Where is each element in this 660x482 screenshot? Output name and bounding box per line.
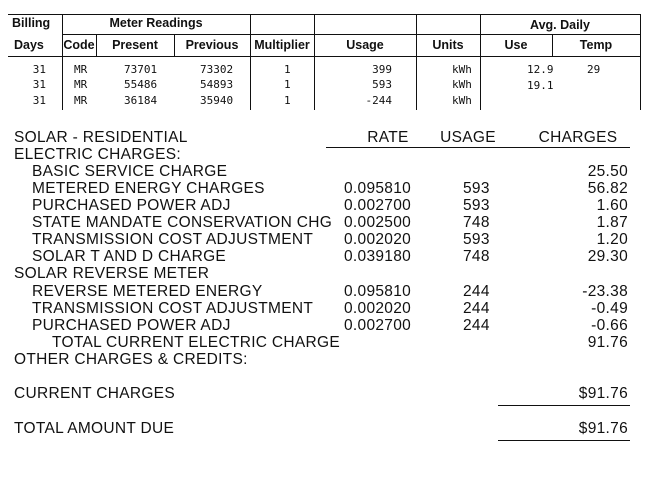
col-line	[314, 14, 315, 110]
total-due-value: $91.76	[578, 420, 628, 437]
item-charge: -0.49	[591, 300, 628, 317]
row-usage: -244	[365, 94, 392, 107]
item-usage: 593	[463, 197, 490, 214]
row-present: 73701	[124, 63, 158, 76]
item-charge: 56.82	[587, 180, 628, 197]
item-rate: 0.095810	[344, 283, 412, 300]
row-previous: 73302	[200, 63, 234, 76]
days-header: Days	[14, 38, 44, 52]
item-rate: 0.039180	[344, 248, 412, 265]
item-label: TRANSMISSION COST ADJUSTMENT	[32, 300, 314, 317]
item-rate: 0.095810	[344, 180, 412, 197]
col-line	[640, 14, 641, 110]
code-header: Code	[63, 38, 95, 52]
item-usage: 748	[463, 248, 490, 265]
reverse-meter-title: SOLAR REVERSE METER	[14, 265, 210, 282]
temp-header: Temp	[579, 38, 613, 52]
charges-header-underline	[326, 147, 630, 148]
item-charge: 25.50	[587, 163, 628, 180]
electric-charges-title: ELECTRIC CHARGES:	[14, 146, 182, 163]
item-rate: 0.002020	[344, 300, 412, 317]
row-code: MR	[74, 94, 88, 107]
item-usage: 244	[463, 317, 490, 334]
item-rate: 0.002700	[344, 317, 412, 334]
billing-header: Billing	[12, 16, 51, 30]
item-rate: 0.002700	[344, 197, 412, 214]
table-divider-header	[8, 56, 640, 57]
item-label: METERED ENERGY CHARGES	[32, 180, 265, 197]
avg-daily-header: Avg. Daily	[530, 18, 590, 32]
table-border-top	[8, 14, 640, 15]
total-electric-value: 91.76	[587, 334, 628, 351]
item-usage: 593	[463, 180, 490, 197]
item-label: PURCHASED POWER ADJ	[32, 197, 231, 214]
row-use: 19.1	[527, 79, 554, 92]
row-temp: 29	[587, 63, 601, 76]
row-use: 12.9	[527, 63, 554, 76]
row-units: kWh	[452, 94, 472, 107]
row-units: kWh	[452, 63, 472, 76]
row-multiplier: 1	[284, 63, 291, 76]
col-line	[416, 14, 417, 110]
section-title: SOLAR - RESIDENTIAL	[14, 129, 188, 146]
row-usage: 399	[372, 63, 392, 76]
item-usage: 244	[463, 300, 490, 317]
item-rate: 0.002020	[344, 231, 412, 248]
item-label: PURCHASED POWER ADJ	[32, 317, 231, 334]
total-electric-label: TOTAL CURRENT ELECTRIC CHARGE	[52, 334, 341, 351]
col-line	[250, 14, 251, 110]
current-charges-value: $91.76	[578, 385, 628, 402]
table-divider-avg	[480, 34, 640, 35]
row-usage: 593	[372, 78, 392, 91]
multiplier-header: Multiplier	[254, 38, 310, 52]
row-units: kWh	[452, 78, 472, 91]
meter-readings-header: Meter Readings	[109, 16, 203, 30]
item-charge: 1.87	[596, 214, 628, 231]
row-previous: 35940	[200, 94, 234, 107]
use-header: Use	[504, 38, 528, 52]
usage-col-header: USAGE	[440, 129, 496, 146]
rate-col-header: RATE	[367, 129, 409, 146]
row-multiplier: 1	[284, 94, 291, 107]
item-usage: 748	[463, 214, 490, 231]
current-charges-underline	[498, 405, 630, 406]
current-charges-label: CURRENT CHARGES	[14, 385, 175, 402]
total-due-label: TOTAL AMOUNT DUE	[14, 420, 175, 437]
item-charge: 1.60	[596, 197, 628, 214]
row-previous: 54893	[200, 78, 234, 91]
row-present: 36184	[124, 94, 158, 107]
item-usage: 593	[463, 231, 490, 248]
row-days: 31	[32, 78, 46, 91]
total-due-underline	[498, 440, 630, 441]
row-days: 31	[32, 63, 46, 76]
item-rate: 0.002500	[344, 214, 412, 231]
item-charge: -0.66	[591, 317, 628, 334]
row-days: 31	[32, 94, 46, 107]
item-label: BASIC SERVICE CHARGE	[32, 163, 228, 180]
item-charge: 1.20	[596, 231, 628, 248]
item-charge: 29.30	[587, 248, 628, 265]
item-charge: -23.38	[582, 283, 628, 300]
row-multiplier: 1	[284, 78, 291, 91]
item-label: REVERSE METERED ENERGY	[32, 283, 263, 300]
other-charges-label: OTHER CHARGES & CREDITS:	[14, 351, 248, 368]
item-label: STATE MANDATE CONSERVATION CHG	[32, 214, 333, 231]
item-label: TRANSMISSION COST ADJUSTMENT	[32, 231, 314, 248]
units-header: Units	[432, 38, 464, 52]
row-present: 55486	[124, 78, 158, 91]
item-label: SOLAR T AND D CHARGE	[32, 248, 227, 265]
row-code: MR	[74, 63, 88, 76]
charges-col-header: CHARGES	[538, 129, 618, 146]
previous-header: Previous	[185, 38, 239, 52]
row-code: MR	[74, 78, 88, 91]
item-usage: 244	[463, 283, 490, 300]
usage-header: Usage	[346, 38, 384, 52]
present-header: Present	[112, 38, 158, 52]
